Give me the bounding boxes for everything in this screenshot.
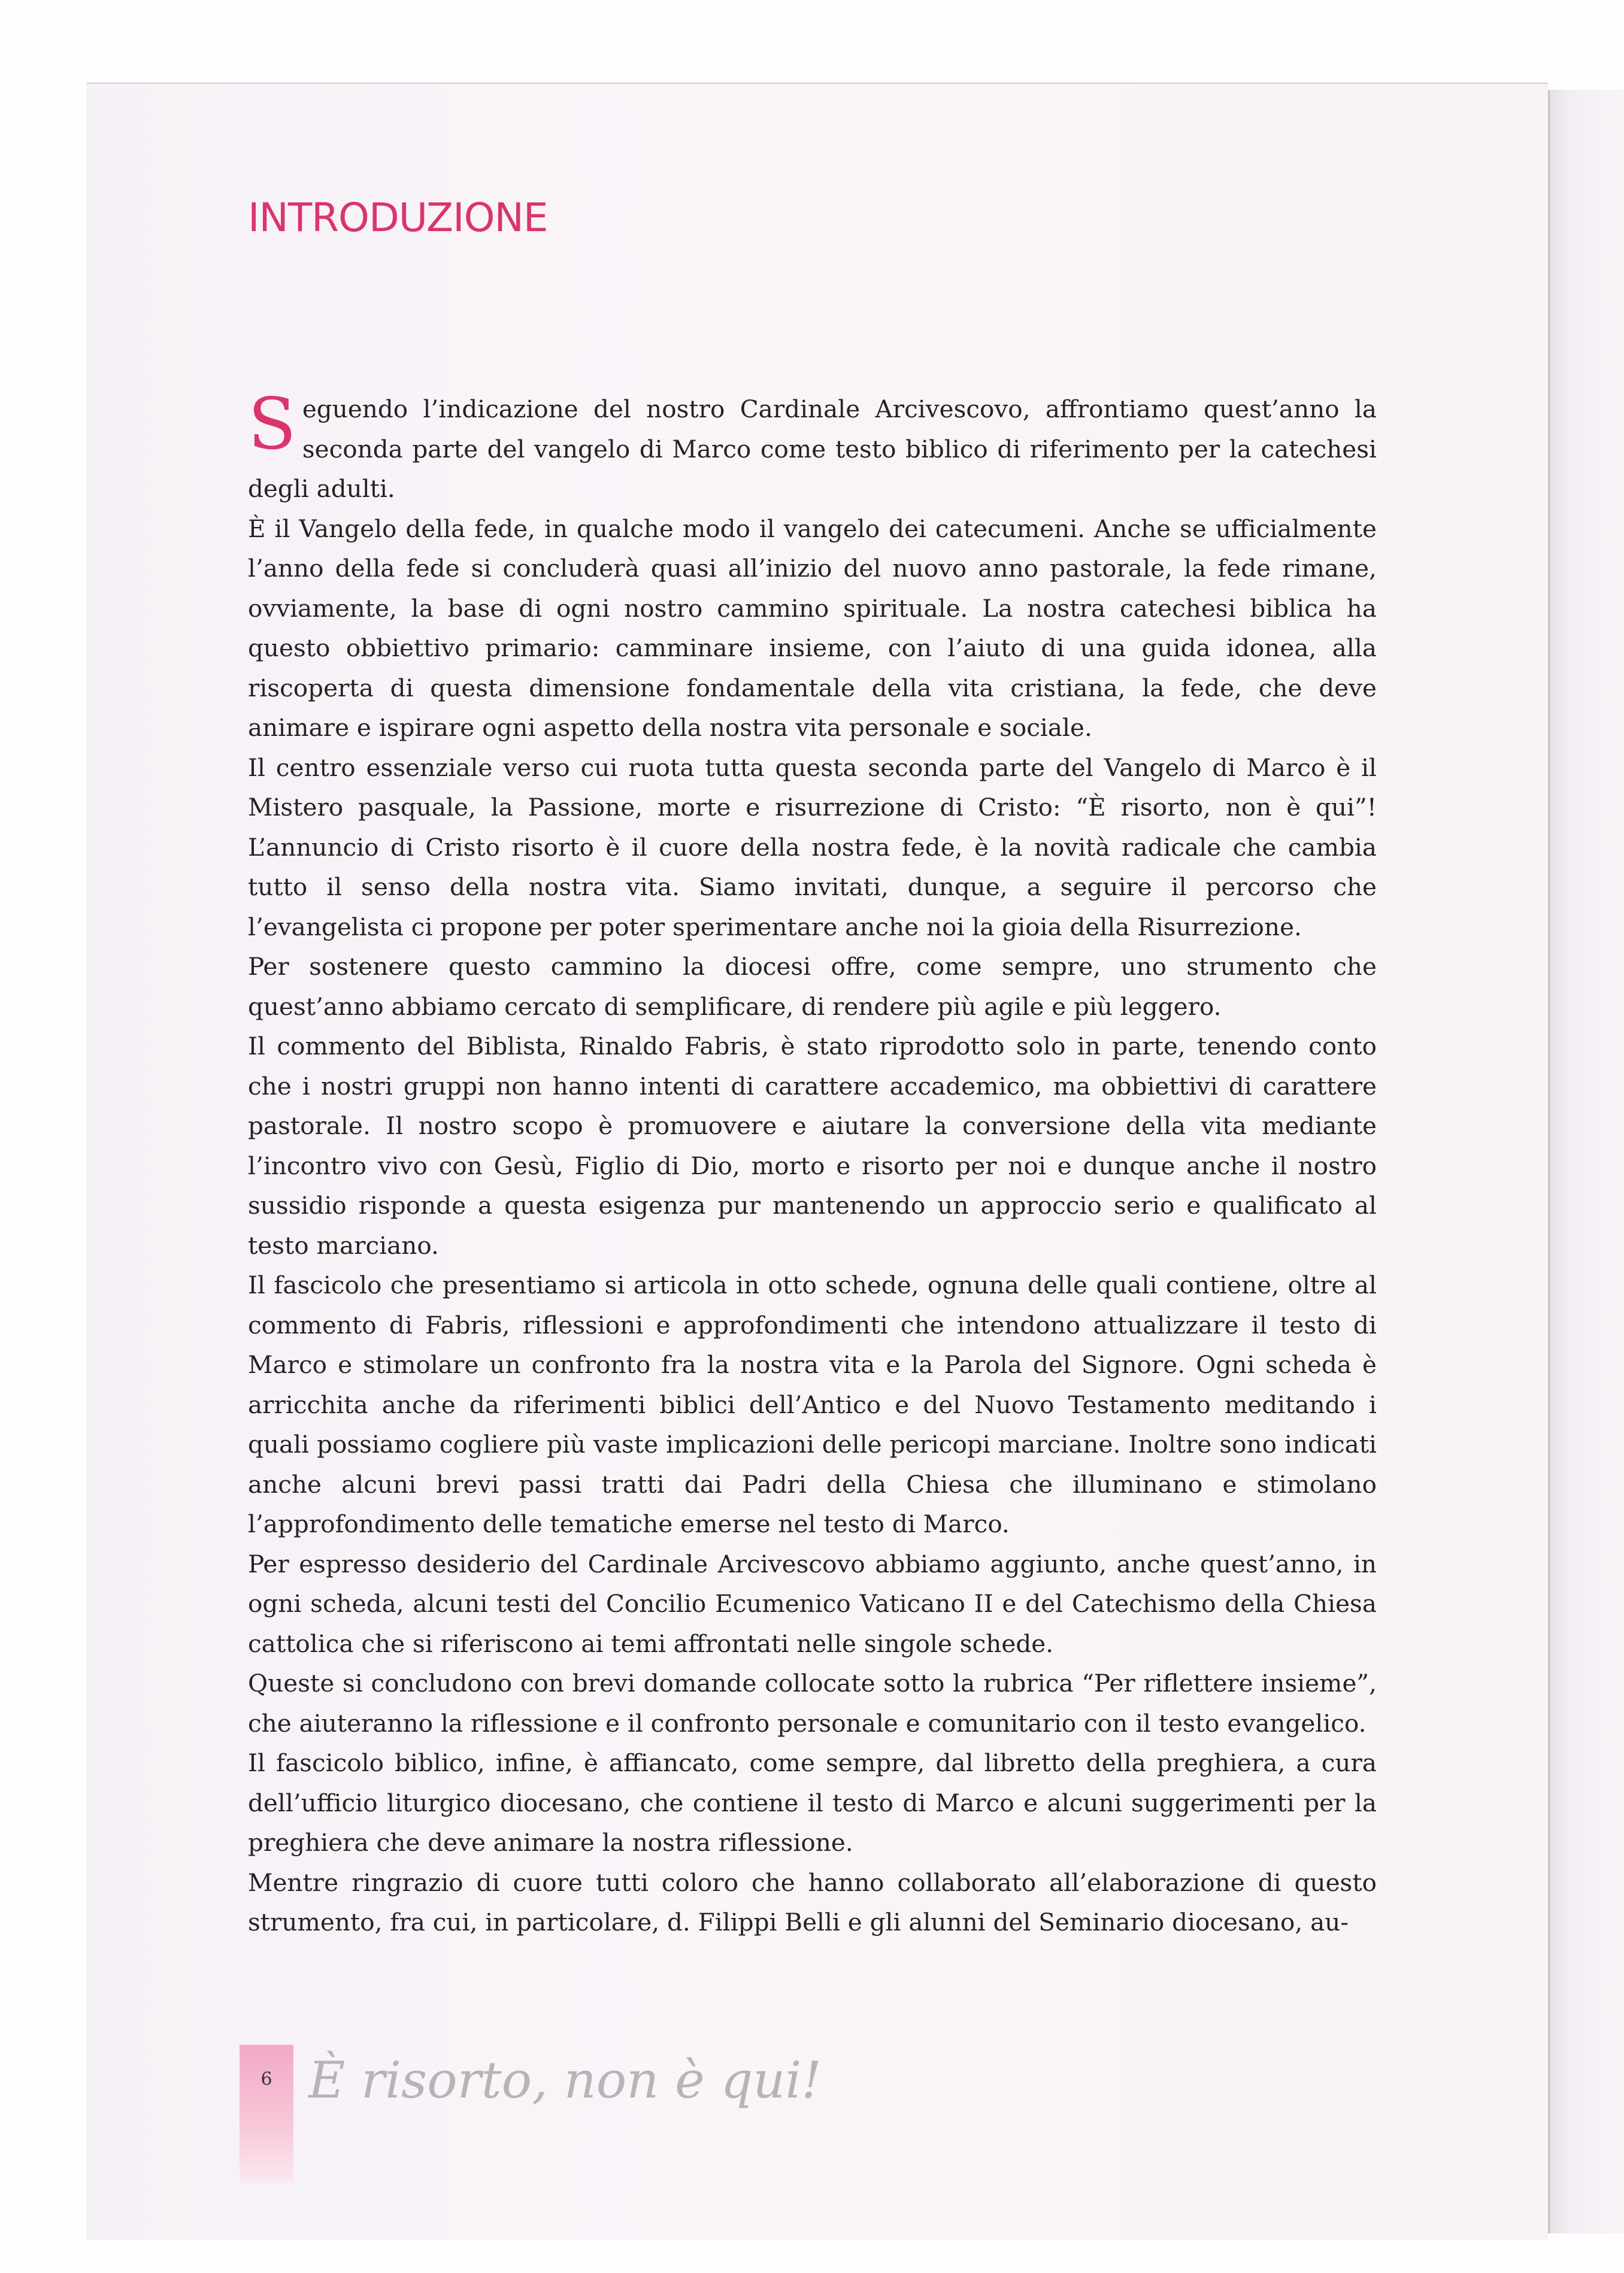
drop-cap: S xyxy=(248,383,296,465)
paragraph-7: Per espresso desiderio del Cardinale Arcivescovo abbiamo aggiunto, anche quest’anno, in ogni scheda, alcuni testi del Concilio Ecumenico Vaticano II e del Catechismo della Chiesa cattolica che si riferiscono ai temi affrontati nelle singole schede. xyxy=(248,1549,1377,1658)
paragraph-text: eguendo l’indicazione del nostro Cardinale Arcivescovo, affrontiamo quest’anno la seconda parte del vangelo di Marco come testo biblico di riferimento per la catechesi degli adulti. xyxy=(248,395,1377,503)
paragraph-9: Il fascicolo biblico, infine, è affiancato, come sempre, dal libretto della preghiera, a cura dell’ufficio liturgico diocesano, che contiene il testo di Marco e alcuni suggerimenti per la preghiera che deve animare la nostra riflessione. xyxy=(248,1748,1377,1857)
next-page-edge xyxy=(1548,90,1624,2233)
paragraph-10: Mentre ringrazio di cuore tutti coloro che hanno collaborato all’elaborazione di questo strumento, fra cui, in particolare, d. Filippi Belli e gli alunni del Seminario diocesano, au- xyxy=(248,1868,1377,1936)
page-number: 6 xyxy=(260,2069,272,2090)
paragraph-4: Per sostenere questo cammino la diocesi offre, come sempre, uno strumento che quest’anno abbiamo cercato di semplificare, di rendere più agile e più leggero. xyxy=(248,952,1377,1021)
paragraph-6: Il fascicolo che presentiamo si articola in otto schede, ognuna delle quali contiene, oltre al commento di Fabris, riflessioni e approfondimenti che intendono attualizzare il testo di Marco e stimolare un confronto fra la nostra vita e la Parola del Signore. Ogni scheda è arricchita anche da riferimenti biblici dell’Antico e del Nuovo Testamento meditando i quali possiamo cogliere più vaste implicazioni delle pericopi marciane. Inoltre sono indicati anche alcuni brevi passi tratti dai Padri della Chiesa che illuminano e stimolano l’approfondimento delle tematiche emerse nel testo di Marco. xyxy=(248,1271,1377,1538)
paragraph-8: Queste si concludono con brevi domande collocate sotto la rubrica “Per riflettere insieme”, che aiuteranno la riflessione e il confronto personale e comunitario con il testo evangelico. xyxy=(248,1669,1377,1738)
footer-accent-bar xyxy=(240,2045,293,2183)
paragraph-1 xyxy=(248,383,1377,509)
page-title: INTRODUZIONE xyxy=(248,195,548,241)
running-title: È risorto, non è qui! xyxy=(308,2051,822,2110)
paragraph-2: È il Vangelo della fede, in qualche modo il vangelo dei catecumeni. Anche se ufficialmente l’anno della fede si concluderà quasi all’inizio del nuovo anno pastorale, la fede rimane, ovviamente, la base di ogni nostro cammino spirituale. La nostra catechesi biblica ha questo obbiettivo primario: camminare insieme, con l’aiuto di una guida idonea, alla riscoperta di questa dimensione fondamentale della vita cristiana, la fede, che deve animare e ispirare ogni aspetto della nostra vita personale e sociale. xyxy=(248,514,1377,742)
paragraph-5: Il commento del Biblista, Rinaldo Fabris, è stato riprodotto solo in parte, tenendo conto che i nostri gruppi non hanno intenti di carattere accademico, ma obbiettivi di carattere pastorale. Il nostro scopo è promuovere e aiutare la conversione della vita mediante l’incontro vivo con Gesù, Figlio di Dio, morto e risorto per noi e dunque anche il nostro sussidio risponde a questa esigenza pur mantenendo un approccio serio e qualificato al testo marciano. xyxy=(248,1032,1377,1260)
paragraph-3: Il centro essenziale verso cui ruota tutta questa seconda parte del Vangelo di Marco è il Mistero pasquale, la Passione, morte e risurrezione di Cristo: “È risorto, non è qui”! L’annuncio di Cristo risorto è il cuore della nostra fede, è la novità radicale che cambia tutto il senso della nostra vita. Siamo invitati, dunque, a seguire il percorso che l’evangelista ci propone per poter sperimentare anche noi la gioia della Risurrezione. xyxy=(248,753,1377,941)
binding-line xyxy=(1548,90,1550,2233)
introduction-body xyxy=(248,383,1377,1942)
